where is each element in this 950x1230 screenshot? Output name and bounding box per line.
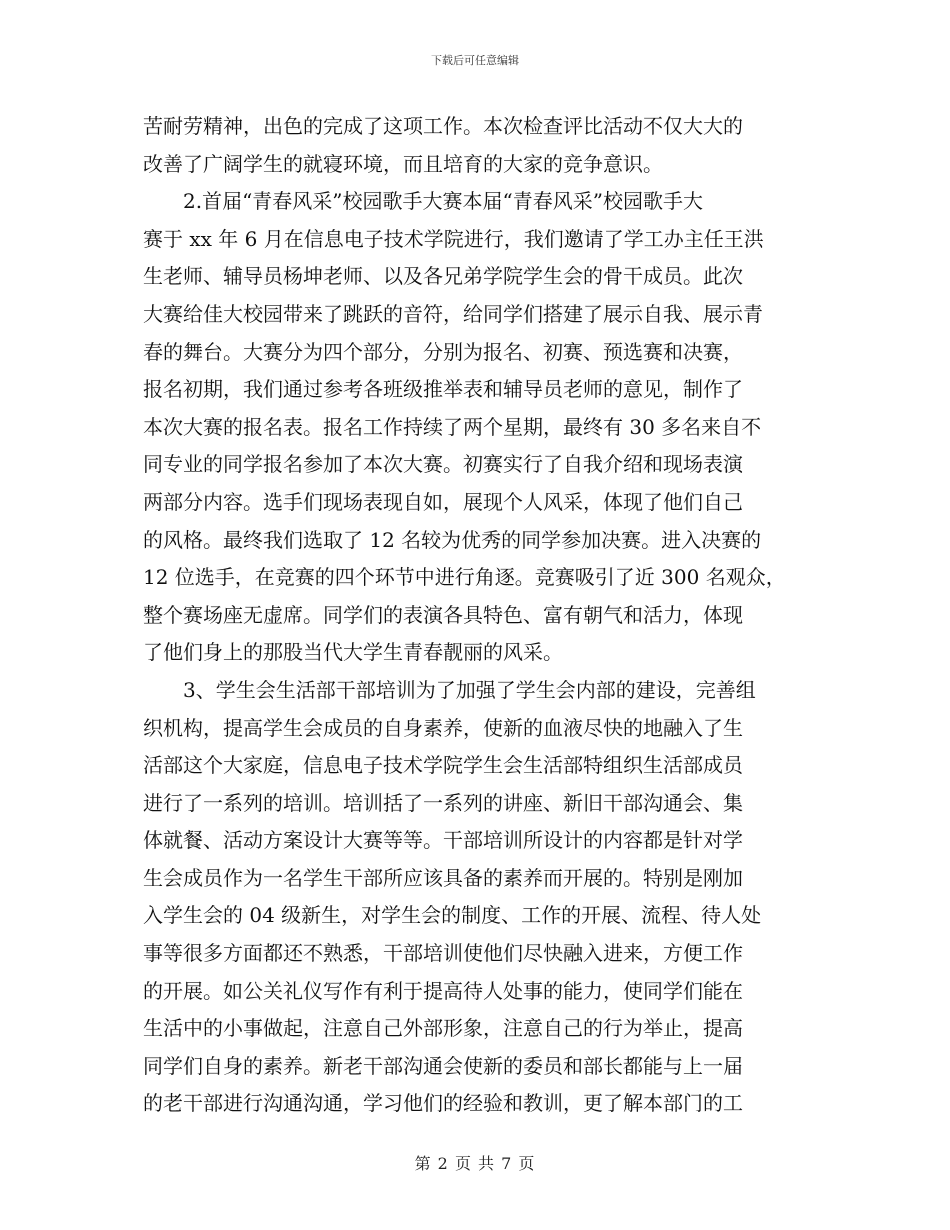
text-line: 了他们身上的那股当代大学生青春靓丽的风采。 <box>143 640 563 665</box>
text-line: 报名初期，我们通过参考各班级推举表和辅导员老师的意见，制作了 <box>143 377 743 402</box>
text-line: 织机构，提高学生会成员的自身素养，使新的血液尽快的地融入了生 <box>143 715 743 740</box>
text-line: 2.首届“青春风采”校园歌手大赛本届“青春风采”校园歌手大 <box>183 189 703 214</box>
text-line: 12 位选手，在竞赛的四个环节中进行角逐。竞赛吸引了近 300 名观众， <box>143 565 786 590</box>
text-line: 春的舞台。大赛分为四个部分，分别为报名、初赛、预选赛和决赛， <box>143 339 743 364</box>
text-line: 体就餐、活动方案设计大赛等等。干部培训所设计的内容都是针对学 <box>143 828 743 853</box>
page-number-footer: 第 2 页 共 7 页 <box>414 1154 536 1173</box>
text-line: 入学生会的 04 级新生，对学生会的制度、工作的开展、流程、待人处 <box>143 903 762 928</box>
text-line: 的风格。最终我们选取了 12 名较为优秀的同学参加决赛。进入决赛的 <box>143 527 762 552</box>
text-line: 同学们自身的素养。新老干部沟通会使新的委员和部长都能与上一届 <box>143 1053 743 1078</box>
text-line: 大赛给佳大校园带来了跳跃的音符，给同学们搭建了展示自我、展示青 <box>143 301 763 326</box>
text-line: 生活中的小事做起，注意自己外部形象，注意自己的行为举止，提高 <box>143 1016 743 1041</box>
text-line: 生会成员作为一名学生干部所应该具备的素养而开展的。特别是刚加 <box>143 865 743 890</box>
text-line: 同专业的同学报名参加了本次大赛。初赛实行了自我介绍和现场表演 <box>143 452 743 477</box>
text-line: 两部分内容。选手们现场表现自如，展现个人风采，体现了他们自己 <box>143 489 743 514</box>
text-line: 苦耐劳精神，出色的完成了这项工作。本次检查评比活动不仅大大的 <box>143 114 743 138</box>
document-body <box>143 108 807 1123</box>
text-line: 赛于 xx 年 6 月在信息电子技术学院进行，我们邀请了学工办主任王洪 <box>143 226 764 251</box>
text-line: 的老干部进行沟通沟通，学习他们的经验和教训，更了解本部门的工 <box>143 1091 743 1116</box>
page-header-note: 下载后可任意编辑 <box>431 54 519 67</box>
text-line: 3、学生会生活部干部培训为了加强了学生会内部的建设，完善组 <box>183 677 756 702</box>
text-line: 事等很多方面都还不熟悉，干部培训使他们尽快融入进来，方便工作 <box>143 941 743 966</box>
text-line: 的开展。如公关礼仪写作有利于提高待人处事的能力，使同学们能在 <box>143 978 743 1003</box>
text-line: 改善了广阔学生的就寝环境，而且培育的大家的竞争意识。 <box>143 151 663 176</box>
text-line: 生老师、辅导员杨坤老师、以及各兄弟学院学生会的骨干成员。此次 <box>143 264 743 289</box>
text-line: 活部这个大家庭，信息电子技术学院学生会生活部特组织生活部成员 <box>143 753 743 778</box>
text-line: 整个赛场座无虚席。同学们的表演各具特色、富有朝气和活力，体现 <box>143 602 743 627</box>
text-line: 进行了一系列的培训。培训括了一系列的讲座、新旧干部沟通会、集 <box>143 790 743 815</box>
text-line: 本次大赛的报名表。报名工作持续了两个星期，最终有 30 多名来自不 <box>143 414 762 439</box>
